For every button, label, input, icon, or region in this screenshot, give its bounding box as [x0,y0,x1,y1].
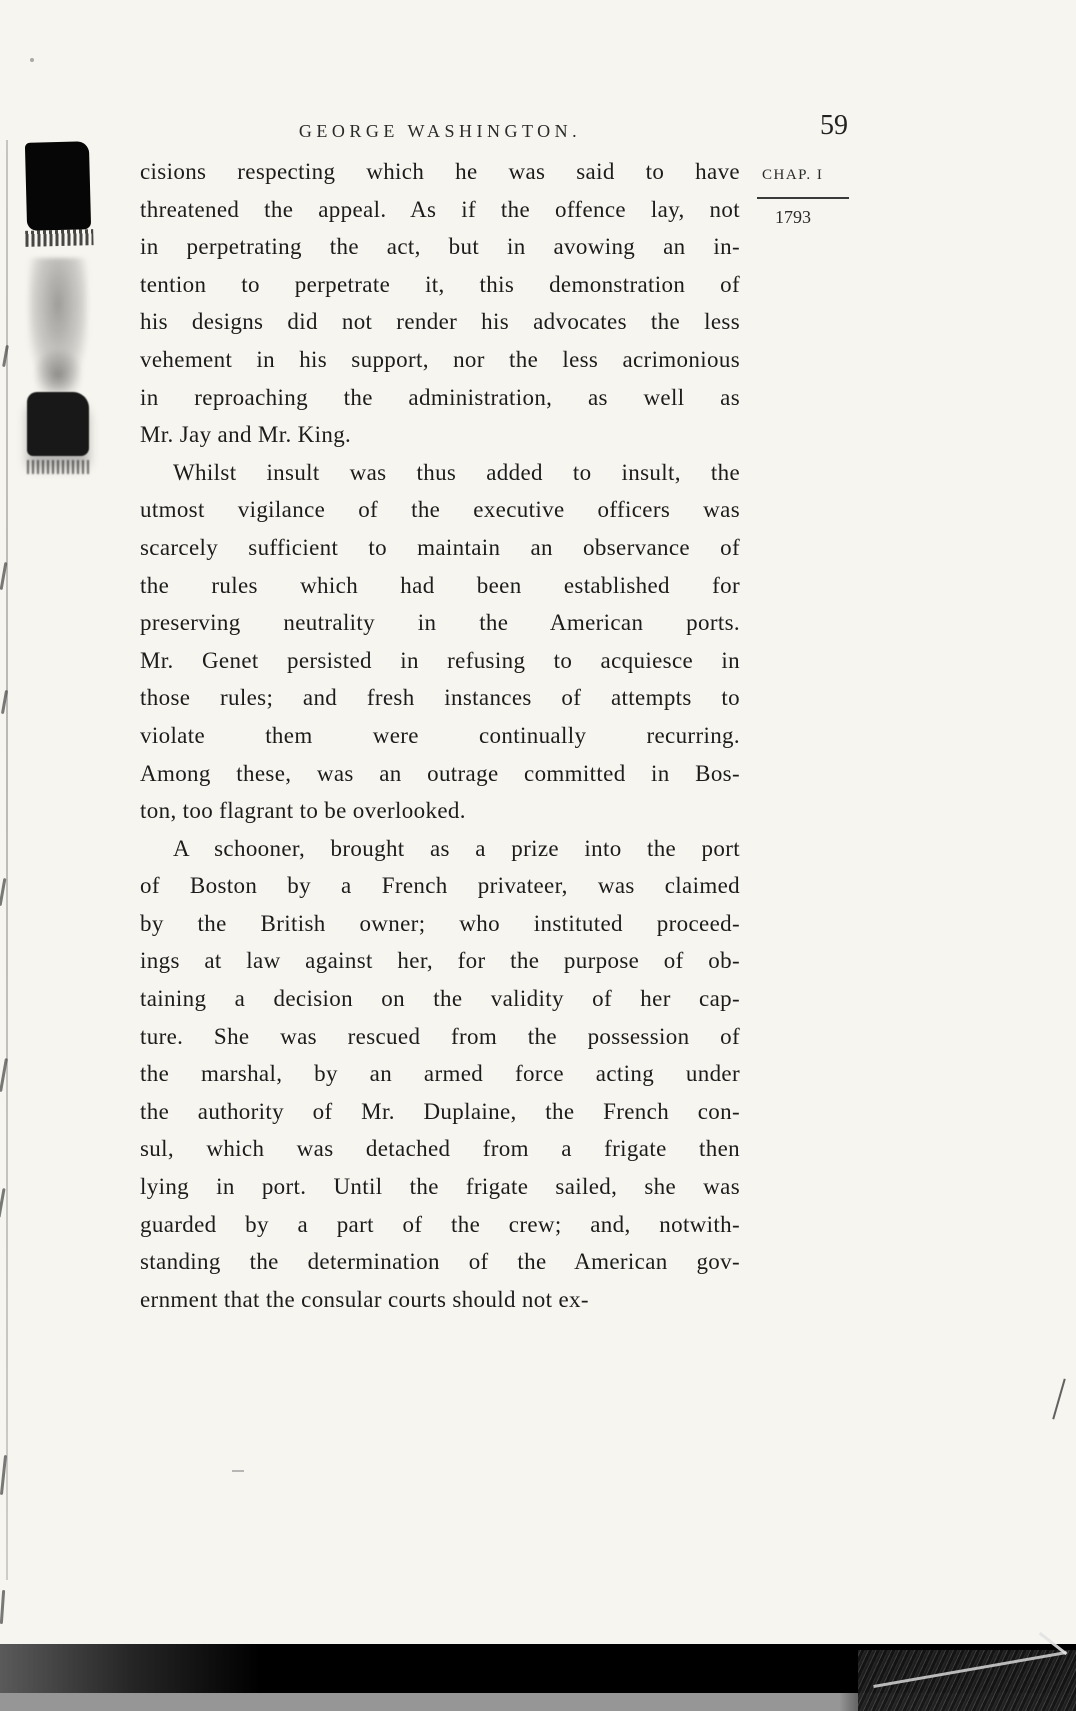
text-line: the rules which had been established for [140,572,740,598]
text-line: ture. She was rescued from the possession of [140,1023,740,1049]
chapter-note: CHAP. I [762,167,824,183]
text-line: ernment that the consular courts should not ex- [140,1286,589,1312]
paragraph-1 [140,153,740,454]
text-line: his designs did not render his advocates the less [140,309,740,335]
corner-grain-artifact [858,1650,1076,1711]
text-line: lying in port. Until the frigate sailed, she was [140,1174,740,1200]
speck-artifact [30,58,34,62]
page-number: 59 [820,110,848,141]
text-line: cisions respecting which he was said to have [140,159,740,184]
edge-mark-artifact [0,1188,6,1218]
text-line: vehement in his support, nor the less acrimonious [140,346,740,372]
text-line: A schooner, brought as a prize into the port [173,835,740,861]
text-line: sul, which was detached from a frigate then [140,1136,740,1162]
text-line: Mr. Genet persisted in refusing to acquiesce in [140,647,740,673]
text-line: in perpetrating the act, but in avowing an in- [140,234,740,260]
text-line: ton, too flagrant to be overlooked. [140,798,466,824]
text-line: those rules; and fresh instances of attempts to [140,685,740,711]
text-line: the marshal, by an armed force acting under [140,1061,740,1087]
ink-blot-artifact-bottom [27,392,89,456]
text-line: Whilst insult was thus added to insult, the [173,459,740,485]
text-line: threatened the appeal. As if the offence lay, not [140,196,740,222]
text-line: the authority of Mr. Duplaine, the French con- [140,1098,740,1124]
text-line: Mr. Jay and Mr. King. [140,422,352,448]
text-line: taining a decision on the validity of her cap- [140,986,740,1012]
paragraph-2 [140,454,740,830]
margin-notes [757,167,857,228]
speck-artifact [232,1470,244,1472]
right-edge-mark-artifact [1052,1379,1065,1420]
text-line: guarded by a part of the crew; and, notwith- [140,1211,740,1237]
ink-blot-artifact-top [25,141,91,231]
text-line: violate them were continually recurring. [140,722,740,748]
text-line: in reproaching the administration, as well as [140,384,740,410]
text-line: scarcely sufficient to maintain an observance of [140,534,740,560]
text-line: by the British owner; who instituted proceed- [140,910,740,936]
text-line: standing the determination of the American gov- [140,1249,740,1275]
year-note: 1793 [775,207,811,227]
running-title: GEORGE WASHINGTON. [298,121,582,141]
text-line: ings at law against her, for the purpose of ob- [140,948,740,974]
text-line: Among these, was an outrage committed in Bos- [140,760,740,786]
text-line: tention to perpetrate it, this demonstration of [140,271,740,297]
edge-mark-artifact [0,1590,5,1624]
text-line: utmost vigilance of the executive officers was [140,497,740,523]
text-line: of Boston by a French privateer, was claimed [140,873,740,899]
margin-rule [757,197,849,199]
paragraph-3 [140,830,740,1319]
text-line: preserving neutrality in the American ports. [140,610,740,636]
body-text [140,153,740,1318]
